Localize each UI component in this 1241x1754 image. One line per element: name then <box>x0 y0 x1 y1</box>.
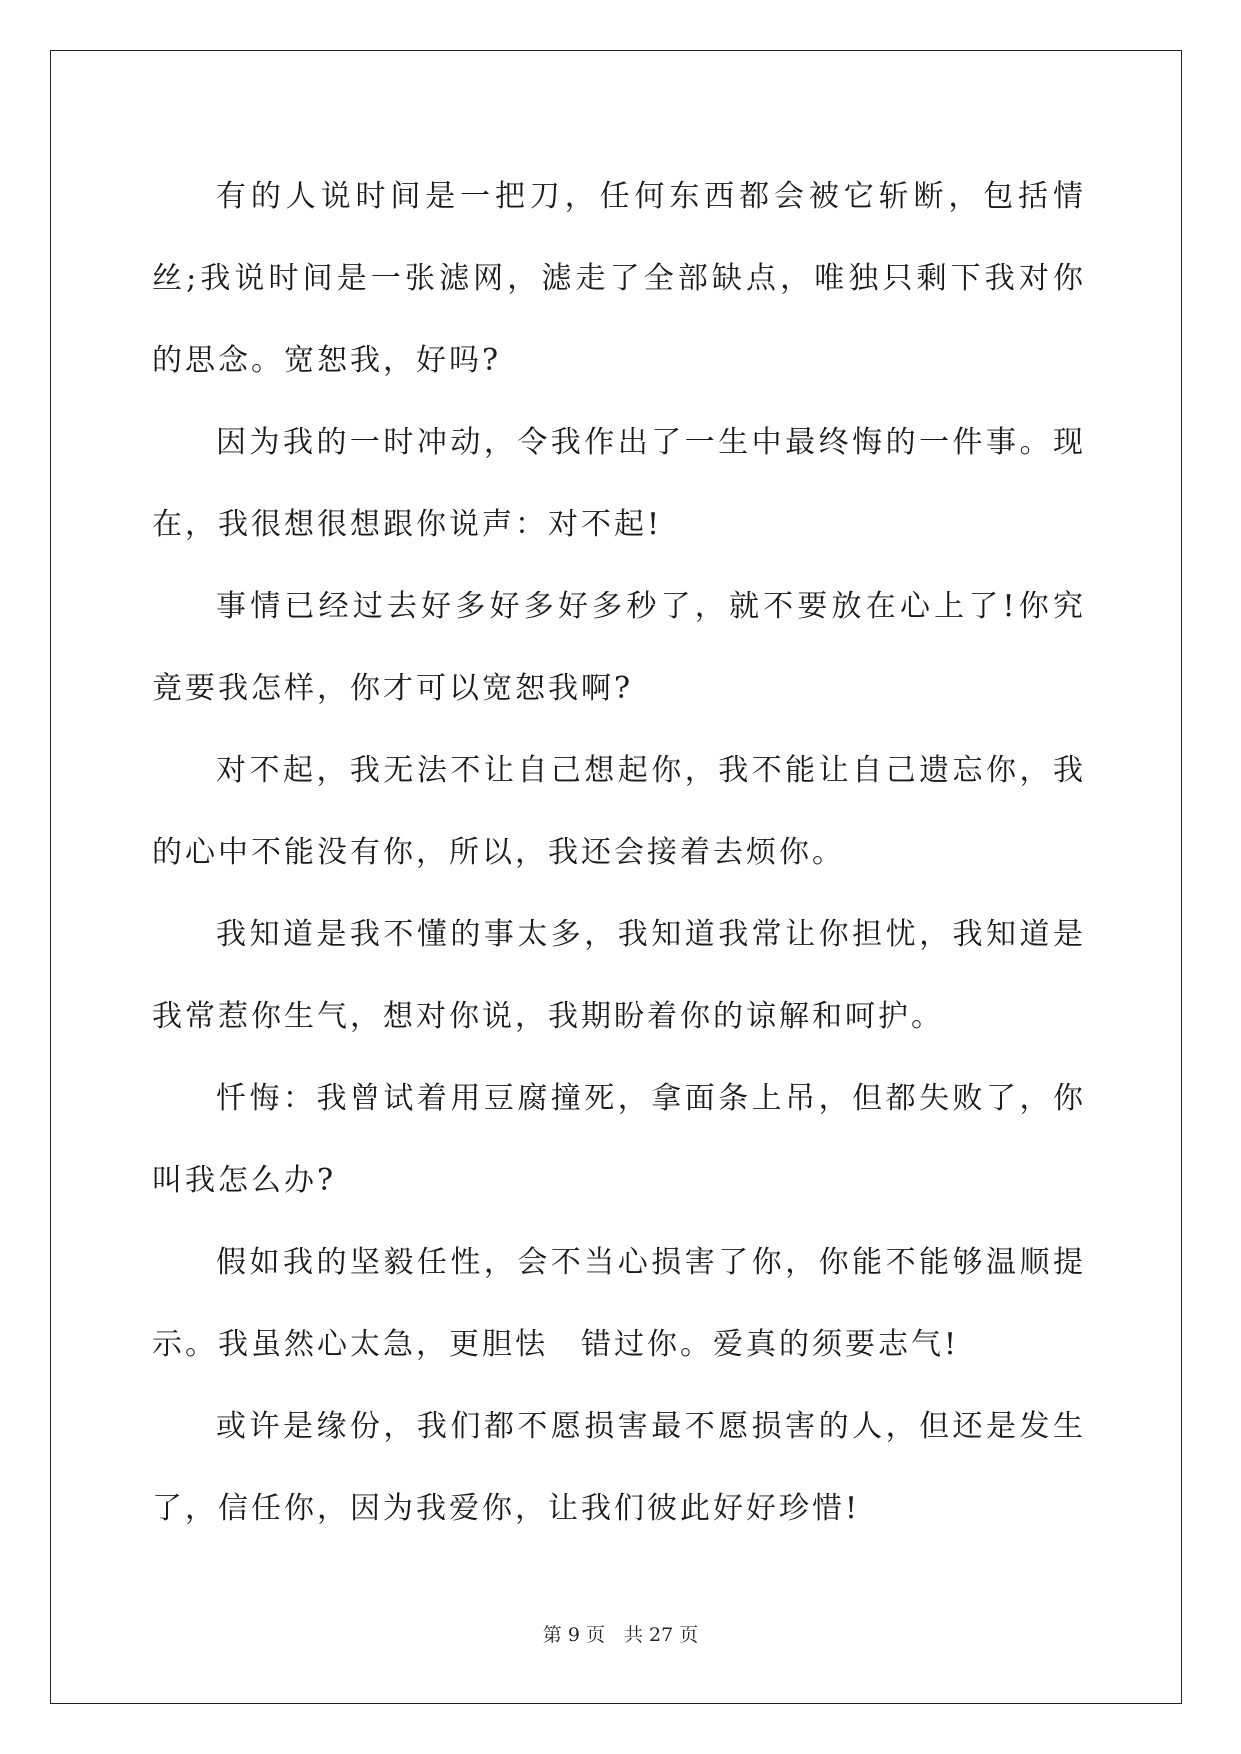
paragraph-7: 假如我的坚毅任性，会不当心损害了你，你能不能够温顺提示。我虽然心太急，更胆怯 错过你。爱真的须要志气! <box>152 1245 1086 1362</box>
paragraph-5: 我知道是我不懂的事太多，我知道我常让你担忧，我知道是我常惹你生气，想对你说，我期盼着你的谅解和呵护。 <box>152 917 1086 1034</box>
paragraph-3: 事情已经过去好多好多好多秒了，就不要放在心上了!你究竟要我怎样，你才可以宽恕我啊? <box>152 589 1086 706</box>
paragraph-6: 忏悔：我曾试着用豆腐撞死，拿面条上吊，但都失败了，你叫我怎么办? <box>152 1081 1086 1198</box>
document-body <box>152 156 1086 1550</box>
page-footer <box>0 1620 1241 1647</box>
paragraph-4: 对不起，我无法不让自己想起你，我不能让自己遗忘你，我的心中不能没有你，所以，我还会接着去烦你。 <box>152 753 1086 870</box>
paragraph-2: 因为我的一时冲动，令我作出了一生中最终悔的一件事。现在，我很想很想跟你说声：对不起! <box>152 425 1086 542</box>
paragraph-8: 或许是缘份，我们都不愿损害最不愿损害的人，但还是发生了，信任你，因为我爱你，让我们彼此好好珍惜! <box>152 1409 1086 1526</box>
page-number-label: 第 9 页 共 27 页 <box>542 1624 699 1646</box>
paragraph-1: 有的人说时间是一把刀，任何东西都会被它斩断，包括情丝;我说时间是一张滤网，滤走了全部缺点，唯独只剩下我对你的思念。宽恕我，好吗? <box>152 179 1086 378</box>
